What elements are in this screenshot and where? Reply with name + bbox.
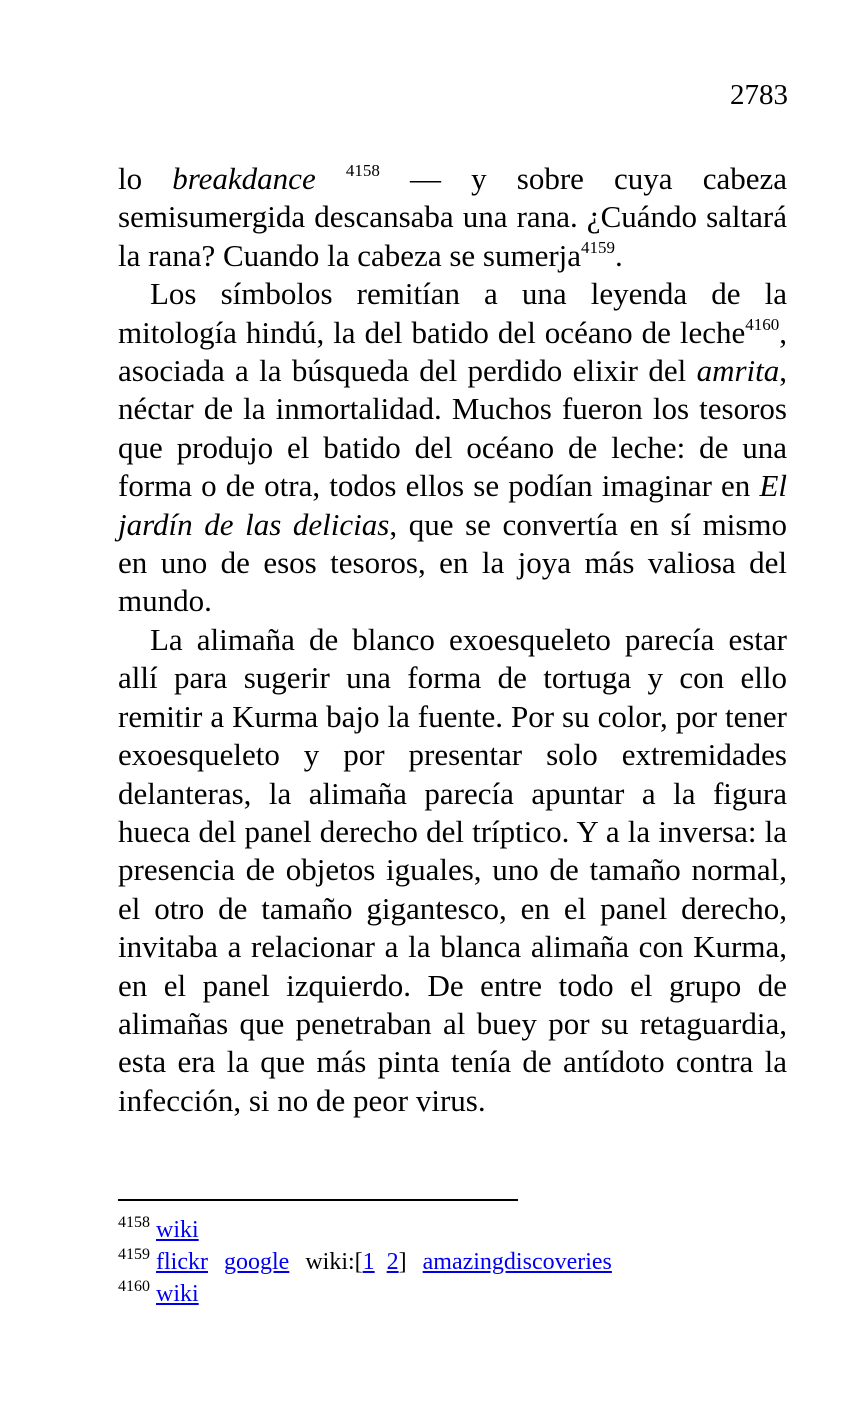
footnote-number: 4160: [118, 1278, 150, 1295]
text: lo: [118, 161, 173, 196]
google-link[interactable]: google: [223, 1249, 290, 1275]
emphasis-breakdance: breakdance: [172, 161, 316, 196]
footnote-ref-4159: 4159: [581, 237, 616, 257]
paragraph-1: [118, 160, 787, 275]
text: [316, 161, 346, 196]
footnote-number: 4159: [118, 1246, 150, 1263]
paragraph-2: [118, 275, 787, 621]
footnote-number: 4158: [118, 1214, 150, 1231]
text: , néctar de la inmortalidad. Muchos fueron los tesoros que produjo el batido del océano de leche: de una forma o de otra, todos ellos se podían imaginar en: [118, 353, 787, 504]
text: — y sobre cuya cabeza semisumergida descansaba una rana. ¿Cuándo saltará la rana? Cuando la cabeza se sumerja: [118, 161, 787, 273]
amazingdiscoveries-link[interactable]: amazingdiscoveries: [422, 1249, 612, 1275]
footnote-4160: [118, 1278, 612, 1310]
body-text: [118, 160, 787, 1120]
paragraph-3: La alimaña de blanco exoesqueleto parecía estar allí para sugerir una forma de tortuga y con ello remitir a Kurma bajo la fuente. Por su color, por tener exoesqueleto y por presentar solo extremidades delanteras, la alimaña parecía apuntar a la figura hueca del panel derecho del tríptico. Y a la inversa: la presencia de objetos iguales, uno de tamaño normal, el otro de tamaño gigantesco, en el panel derecho, invitaba a relacionar a la blanca alimaña con Kurma, en el panel izquierdo. De entre todo el grupo de alimañas que penetraban al buey por su retaguardia, esta era la que más pinta tenía de antídoto contra la infección, si no de peor virus.: [118, 621, 787, 1118]
text: , asociada a la búsqueda del perdido elixir del: [118, 314, 787, 389]
footnote-4158: [118, 1214, 612, 1246]
footnote-4159: [118, 1246, 612, 1278]
wiki-link-2[interactable]: 2: [386, 1249, 399, 1275]
text: Los símbolos remitían a una leyenda de la mitología hindú, la del batido del océano de leche: [118, 276, 787, 350]
emphasis-amrita: amrita: [696, 353, 780, 389]
bracket-close: ]: [398, 1249, 407, 1275]
text: , que se convertía en sí mismo en uno de esos tesoros, en la joya más valiosa del mundo.: [118, 506, 788, 619]
footnote-ref-4160: 4160: [745, 314, 780, 334]
footnote-ref-4158: 4158: [345, 161, 380, 180]
wiki-link[interactable]: wiki: [156, 1217, 199, 1243]
emphasis-title: El jardín de las delicias: [118, 468, 787, 542]
wiki-label: wiki:[: [305, 1249, 363, 1275]
text: .: [615, 237, 623, 273]
flickr-link[interactable]: flickr: [156, 1249, 208, 1275]
wiki-link-1[interactable]: 1: [362, 1249, 375, 1275]
page-number: 2783: [730, 79, 788, 111]
wiki-link[interactable]: wiki: [156, 1281, 199, 1307]
footnotes: [118, 1214, 612, 1310]
footnote-separator: [118, 1199, 518, 1201]
